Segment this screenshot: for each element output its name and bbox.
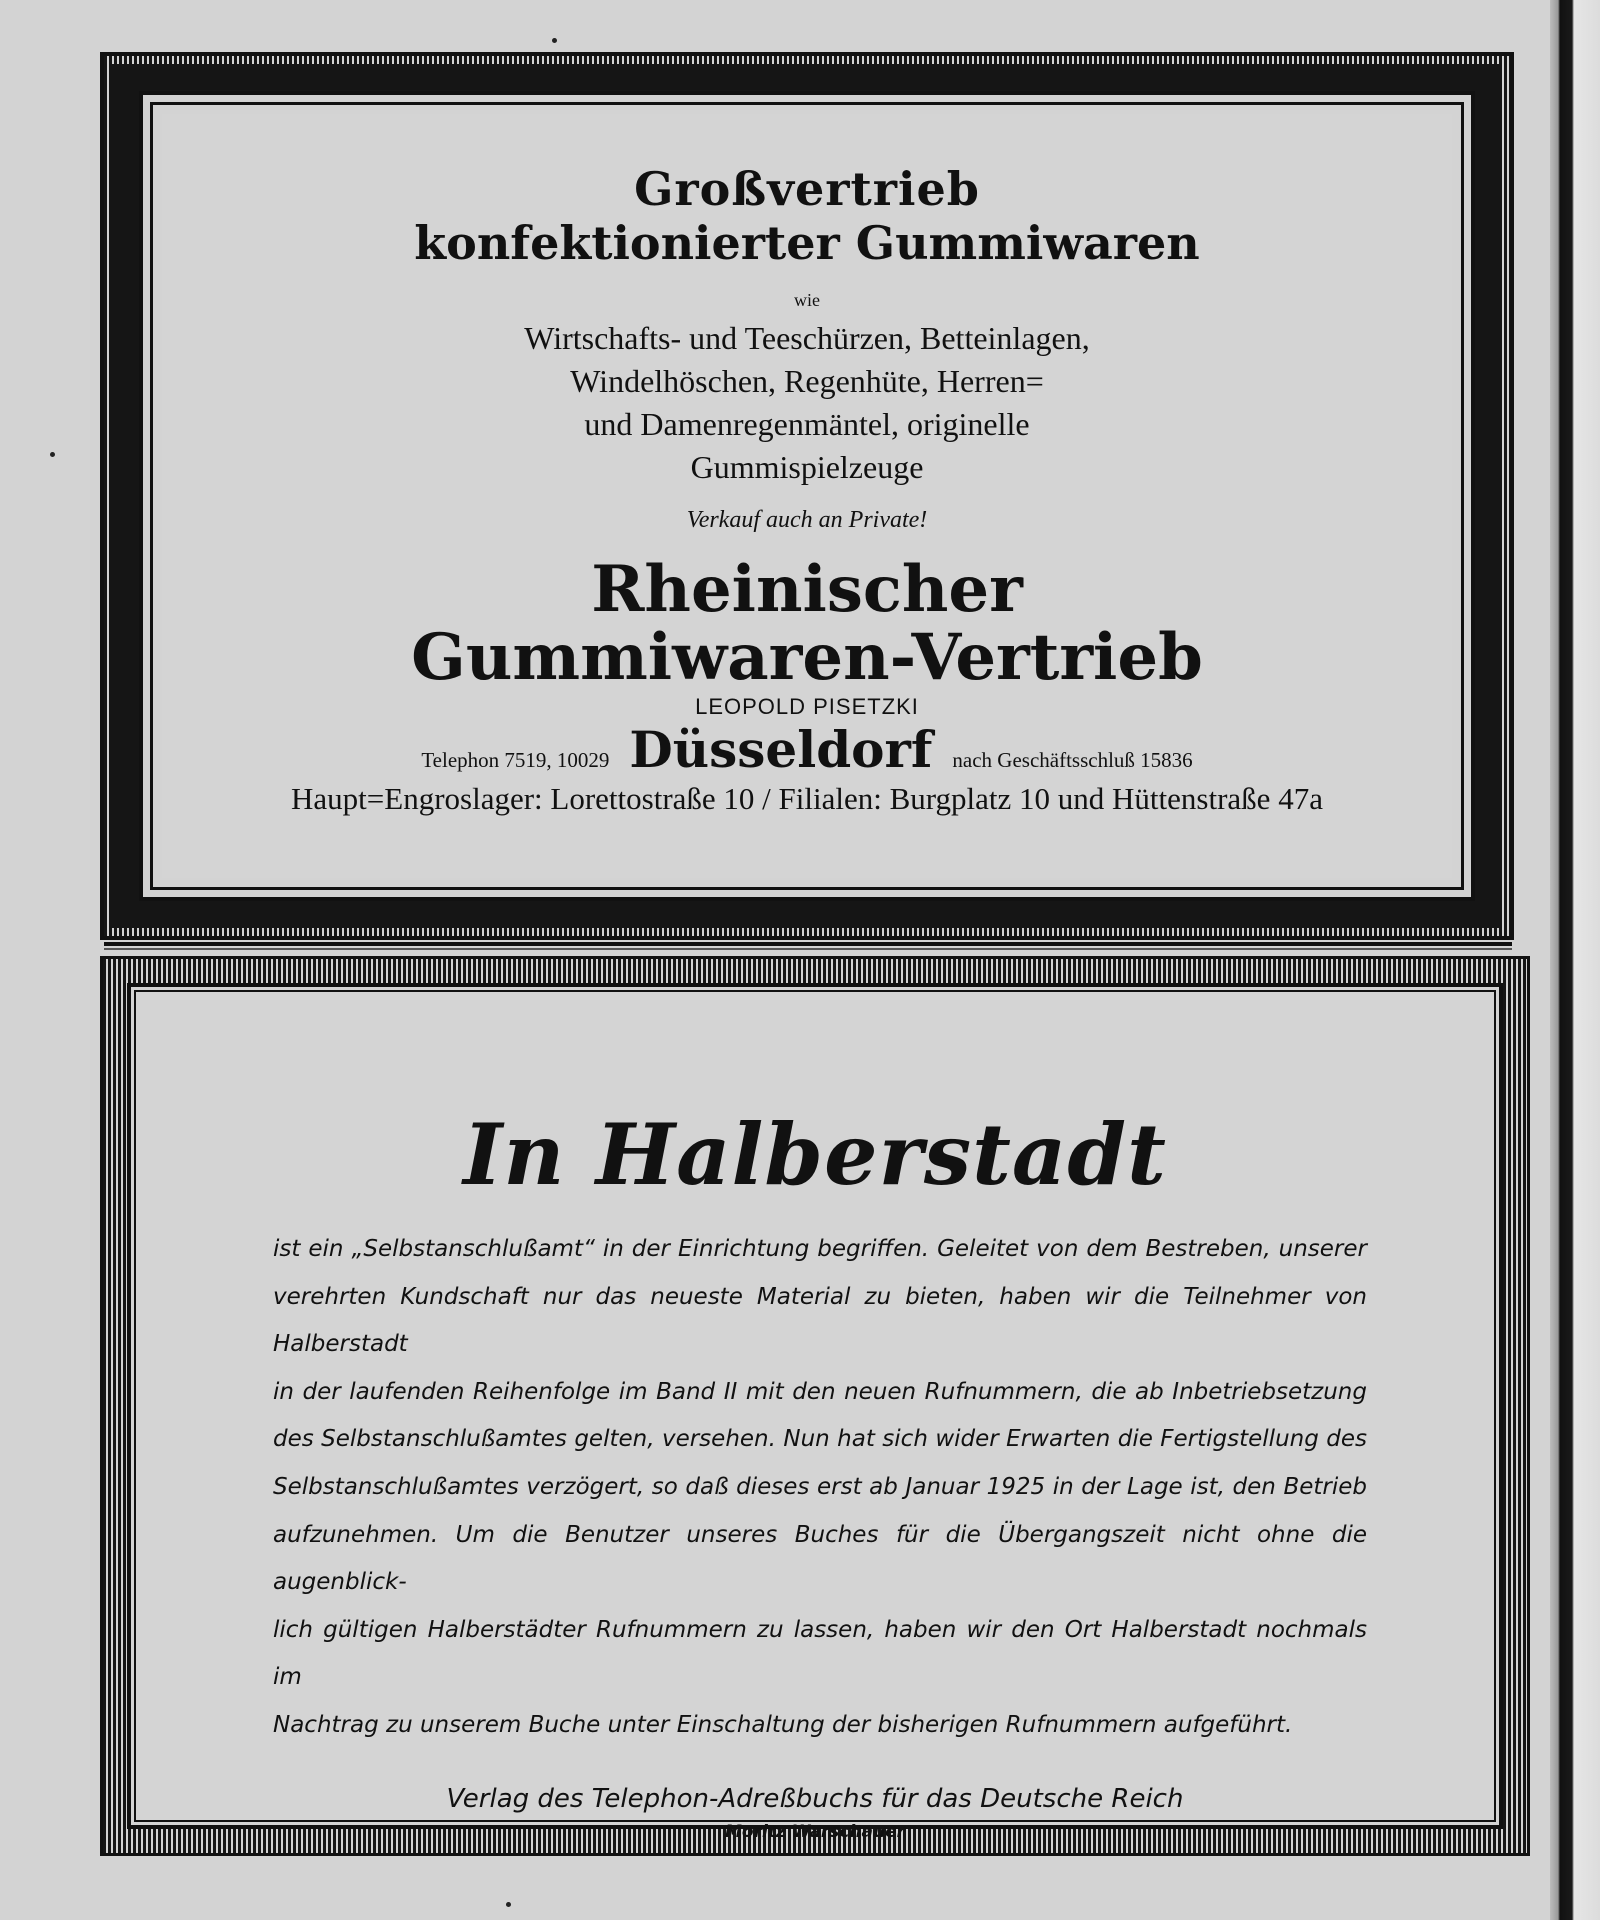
page-binding-edge bbox=[1550, 0, 1600, 1920]
notice-headline: In Halberstadt bbox=[463, 1105, 1167, 1204]
speck bbox=[506, 1902, 511, 1907]
speck bbox=[50, 452, 55, 457]
ad-headline-1: Großvertrieb bbox=[634, 162, 980, 216]
notice-publisher: Verlag des Telephon-Adreßbuchs für das Deutsche Reich bbox=[446, 1783, 1184, 1814]
notice-panel bbox=[127, 983, 1503, 1842]
ad-telephone: Telephon 7519, 10029 bbox=[421, 748, 610, 772]
ad-firm-name-2: Gummiwaren-Vertrieb bbox=[411, 620, 1203, 695]
ad-city-row bbox=[162, 720, 1452, 779]
notice-publisher-name: Moritz Warschauer bbox=[725, 1821, 905, 1842]
ad-product-line: Windelhöschen, Regenhüte, Herren= bbox=[570, 363, 1044, 399]
divider-rule bbox=[104, 942, 1512, 946]
notice-halberstadt bbox=[100, 956, 1530, 1856]
ad-private-note: Verkauf auch an Private! bbox=[686, 507, 928, 533]
notice-line: aufzunehmen. Um die Benutzer unseres Buches für die Übergangszeit nicht ohne die augenblick- bbox=[273, 1521, 1367, 1596]
ad-product-line: Wirtschafts- und Teeschürzen, Betteinlagen, bbox=[524, 320, 1090, 356]
notice-line: des Selbstanschlußamtes gelten, versehen. Nun hat sich wider Erwarten die Fertigstellung des bbox=[273, 1426, 1367, 1453]
ad-panel bbox=[162, 114, 1452, 878]
notice-line: Nachtrag zu unserem Buche unter Einschaltung der bisherigen Rufnummern aufgeführt. bbox=[273, 1711, 1293, 1738]
ad-city: Düsseldorf bbox=[629, 720, 933, 779]
divider-rule-thin bbox=[104, 948, 1512, 950]
notice-line: in der laufenden Reihenfolge im Band II mit den neuen Rufnummern, die ab Inbetriebsetzung bbox=[273, 1378, 1367, 1405]
ad-firm-name-1: Rheinischer bbox=[591, 552, 1023, 627]
advertisement-rubber-goods bbox=[100, 52, 1514, 940]
notice-line: lich gültigen Halberstädter Rufnummern zu lassen, haben wir den Ort Halberstadt nochmals im bbox=[273, 1616, 1367, 1691]
notice-body bbox=[273, 1226, 1367, 1750]
speck bbox=[552, 38, 557, 43]
ad-after-hours: nach Geschäftsschluß 15836 bbox=[952, 748, 1193, 772]
ad-wie: wie bbox=[794, 290, 820, 310]
ad-address: Haupt=Engroslager: Lorettostraße 10 / Filialen: Burgplatz 10 und Hüttenstraße 47a bbox=[291, 781, 1323, 816]
notice-line: verehrten Kundschaft nur das neueste Material zu bieten, haben wir die Teilnehmer von Halberstadt bbox=[273, 1283, 1367, 1358]
notice-line: ist ein „Selbstanschlußamt“ in der Einrichtung begriffen. Geleitet von dem Bestreben, unserer bbox=[273, 1236, 1367, 1262]
ad-product-line: und Damenregenmäntel, originelle bbox=[584, 406, 1030, 442]
notice-line: Selbstanschlußamtes verzögert, so daß dieses erst ab Januar 1925 in der Lage ist, den Betrieb bbox=[273, 1473, 1367, 1500]
ad-product-list bbox=[162, 317, 1452, 489]
ad-product-line: Gummispielzeuge bbox=[690, 449, 924, 485]
ad-owner: LEOPOLD PISETZKI bbox=[695, 694, 919, 719]
ad-headline-2: konfektionierter Gummiwaren bbox=[414, 216, 1200, 270]
